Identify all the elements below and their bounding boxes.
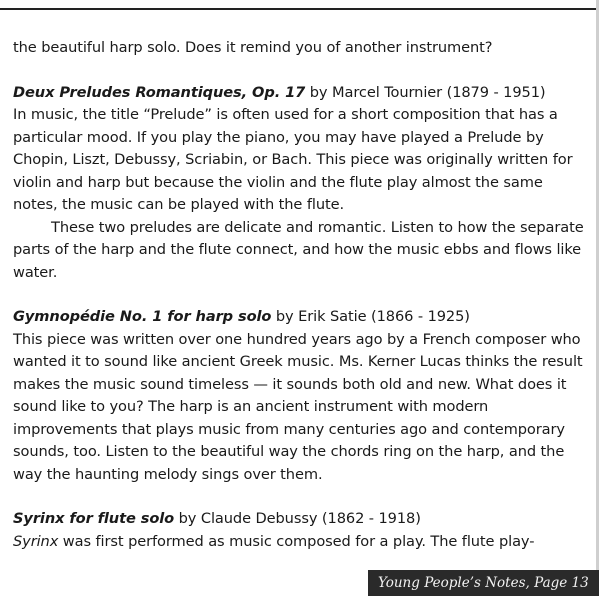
section-heading-debussy: [13, 508, 585, 531]
paragraph: These two preludes are delicate and romantic. Listen to how the separate parts of the harp and the flute connect, and how the music ebbs and flows like water.: [13, 218, 584, 281]
paragraph: [13, 531, 585, 554]
page-body: [13, 37, 585, 553]
paragraph: This piece was written over one hundred years ago by a French composer who wanted it to sound like ancient Greek music. Ms. Kerner Lucas thinks the result makes the music sound timeless — it sounds both old and new. What does it sound like to you? The harp is an ancient instrument with modern improvements that plays music from many centuries ago and contemporary sounds, too. Listen to the beautiful way the chords ring on the harp, and the way the haunting melody sings over them.: [13, 330, 583, 483]
composer-byline: by Marcel Tournier (1879 - 1951): [305, 83, 546, 101]
section-heading-satie: [13, 306, 585, 329]
composer-byline: by Claude Debussy (1862 - 1918): [174, 510, 421, 527]
work-title: Deux Preludes Romantiques, Op. 17: [13, 83, 306, 101]
paragraph: In music, the title “Prelude” is often used for a short composition that has a particular mood. If you play the piano, you may have played a Prelude by Chopin, Liszt, Debussy, Scriabin, or Bach. This piece was originally written for violin and harp but because the violin and the flute play almost the same notes, the music can be played with the flute.: [13, 106, 573, 213]
intro-line: the beautiful harp solo. Does it remind you of another instrument?: [13, 39, 493, 56]
top-border: [0, 0, 599, 10]
work-title: Gymnopédie No. 1 for harp solo: [13, 308, 272, 325]
paragraph-text: was first performed as music composed for a play. The flute play-: [58, 532, 535, 550]
work-title: Syrinx for flute solo: [13, 510, 175, 527]
section-heading-tournier: [13, 82, 585, 105]
composer-byline: by Erik Satie (1866 - 1925): [271, 308, 470, 325]
work-name-italic: Syrinx: [13, 532, 59, 550]
page-footer: Young People’s Notes, Page 13: [368, 570, 599, 596]
